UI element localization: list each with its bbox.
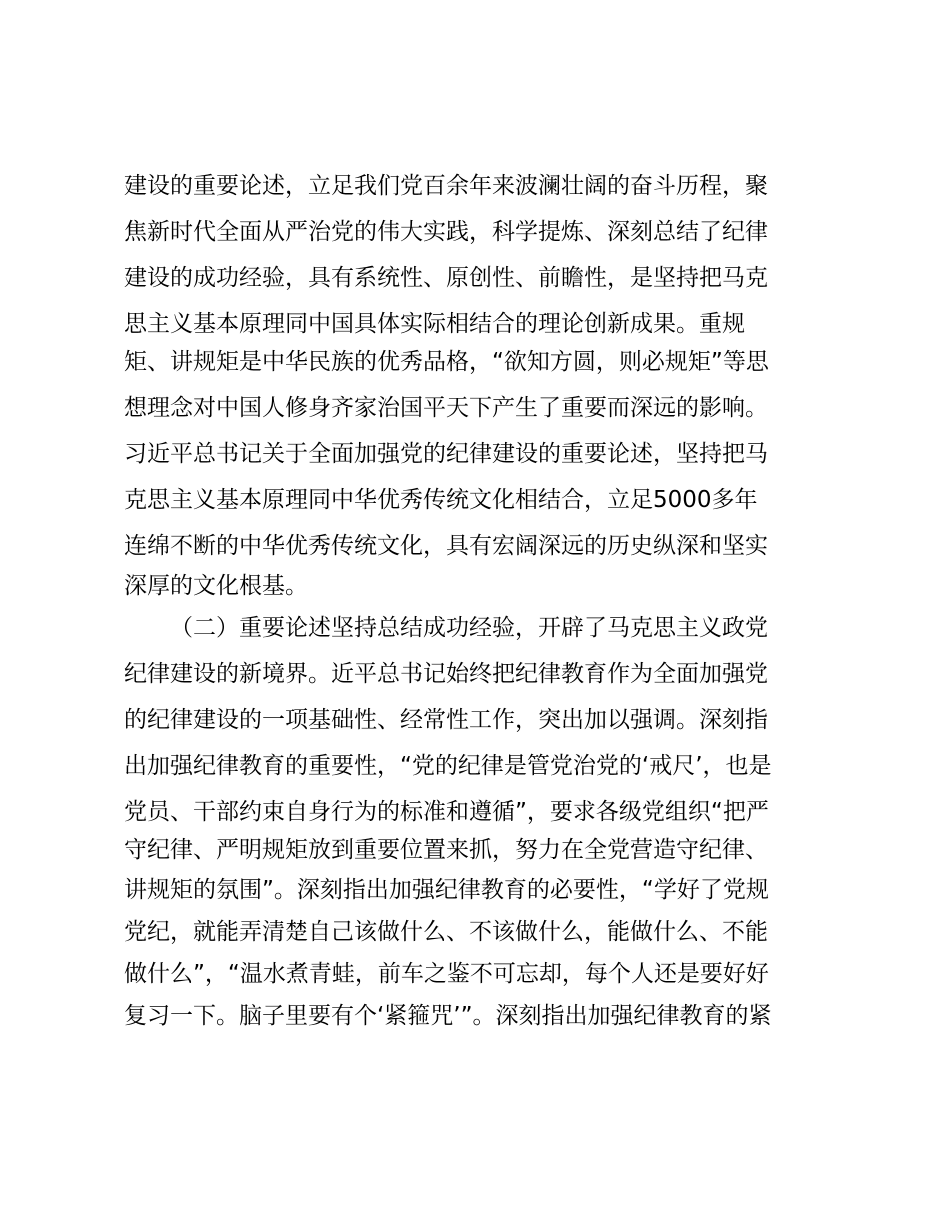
text-line: 守纪律、严明规矩放到重要位置来抓，努力在全党营造守纪律、 xyxy=(124,837,768,863)
text-line: 深厚的文化根基。 xyxy=(124,573,308,599)
text-line: 出加强纪律教育的重要性，“党的纪律是管党治党的‘戒尺’，也是 xyxy=(124,753,772,779)
text-line: 建设的成功经验，具有系统性、原创性、前瞻性，是坚持把马克 xyxy=(124,265,768,291)
text-line: 讲规矩的氛围”。深刻指出加强纪律教育的必要性，“学好了党规 xyxy=(124,877,769,903)
text-line: 党员、干部约束自身行为的标准和遵循”，要求各级党组织“把严 xyxy=(124,799,769,825)
text-line: 想理念对中国人修身齐家治国平天下产生了重要而深远的影响。 xyxy=(124,395,768,421)
text-line: 克思主义基本原理同中华优秀传统文化相结合，立足5000多年 xyxy=(124,487,758,513)
text-line: 思主义基本原理同中国具体实际相结合的理论创新成果。重规 xyxy=(124,311,745,337)
text-line: 矩、讲规矩是中华民族的优秀品格，“欲知方圆，则必规矩”等思 xyxy=(124,349,769,375)
text-line: 连绵不断的中华优秀传统文化，具有宏阔深远的历史纵深和坚实 xyxy=(124,533,768,559)
text-line: 复习一下。脑子里要有个‘紧箍咒’”。深刻指出加强纪律教育的紧 xyxy=(124,1003,772,1029)
paragraph-first-line: （二）重要论述坚持总结成功经验，开辟了马克思主义政党 xyxy=(170,615,768,641)
text-line: 的纪律建设的一项基础性、经常性工作，突出加以强调。深刻指 xyxy=(124,707,768,733)
text-line: 纪律建设的新境界。近平总书记始终把纪律教育作为全面加强党 xyxy=(124,661,768,687)
text-line: 党纪，就能弄清楚自己该做什么、不该做什么，能做什么、不能 xyxy=(124,919,768,945)
text-line: 习近平总书记关于全面加强党的纪律建设的重要论述，坚持把马 xyxy=(124,441,768,467)
text-line: 焦新时代全面从严治党的伟大实践，科学提炼、深刻总结了纪律 xyxy=(124,219,768,245)
text-line: 建设的重要论述，立足我们党百余年来波澜壮阔的奋斗历程，聚 xyxy=(124,173,768,199)
text-line: 做什么”，“温水煮青蛙，前车之鉴不可忘却，每个人还是要好好 xyxy=(124,961,769,987)
